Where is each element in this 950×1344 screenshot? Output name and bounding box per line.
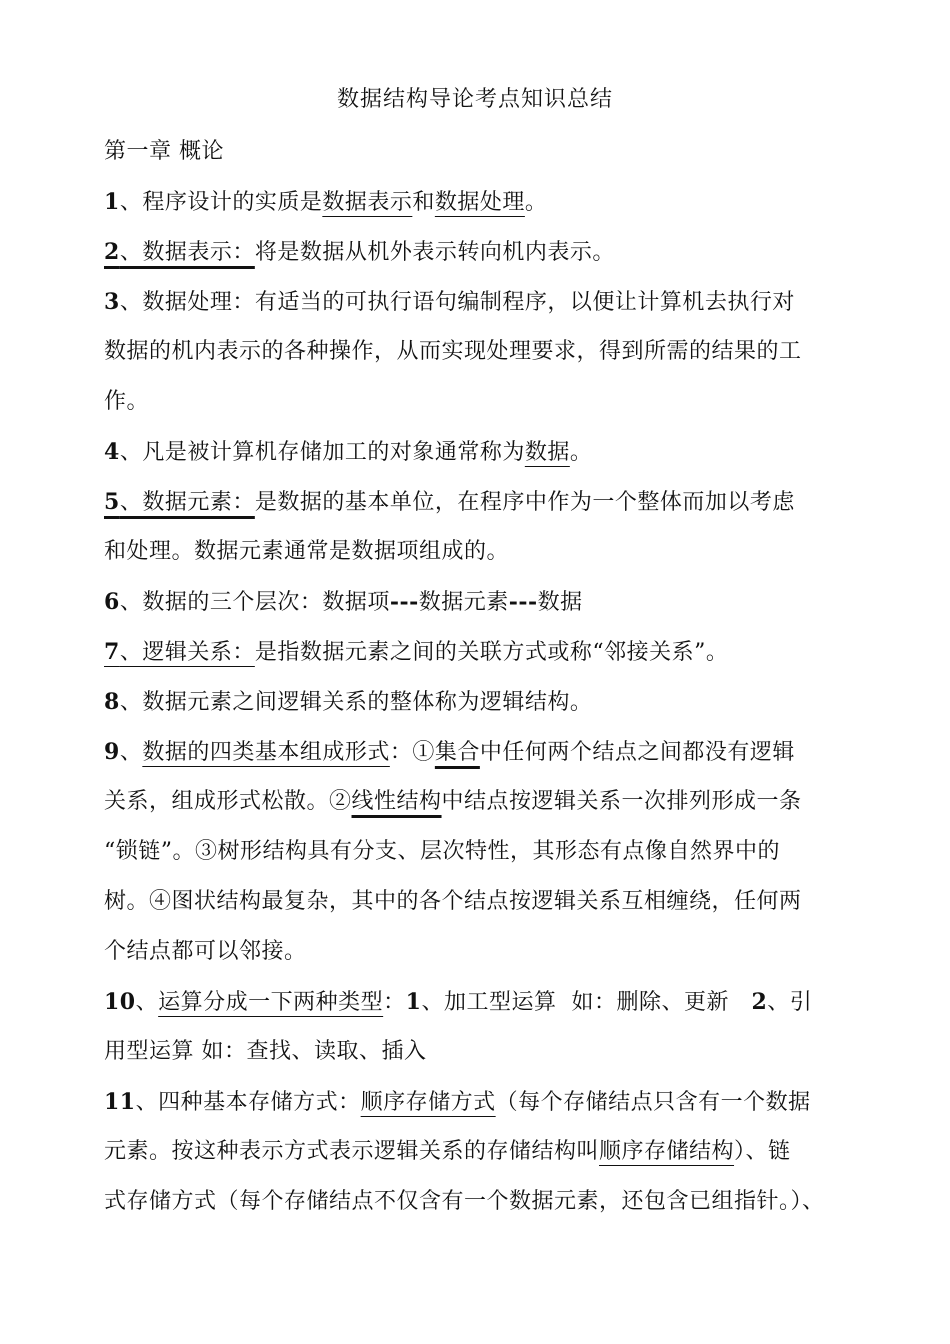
item-10-line-2: 用型运算 如：查找、读取、插入	[104, 1039, 427, 1064]
item-4: 4、凡是被计算机存储加工的对象通常称为数据。	[104, 439, 593, 465]
item-9: 9、数据的四类基本组成形式：①集合中任何两个结点之间都没有逻辑	[104, 739, 795, 765]
item-2: 2、数据表示：将是数据从机外表示转向机内表示。	[104, 239, 615, 265]
item-5-line-2: 和处理。数据元素通常是数据项组成的。	[104, 539, 510, 564]
item-10: 10、运算分成一下两种类型：1、加工型运算 如：删除、更新 2、引	[104, 989, 813, 1015]
item-9-line-5: 个结点都可以邻接。	[104, 939, 307, 964]
item-1: 1、程序设计的实质是数据表示和数据处理。	[104, 189, 548, 215]
item-6: 6、数据的三个层次：数据项---数据元素---数据	[104, 589, 583, 615]
item-11-line-3: 式存储方式（每个存储结点不仅含有一个数据元素，还包含已组指针。）、	[104, 1189, 825, 1214]
item-8: 8、数据元素之间逻辑关系的整体称为逻辑结构。	[104, 689, 593, 715]
item-9-line-2: 关系，组成形式松散。②线性结构中结点按逻辑关系一次排列形成一条	[104, 789, 802, 814]
chapter-heading: 第一章 概论	[104, 139, 224, 164]
item-11: 11、四种基本存储方式：顺序存储方式（每个存储结点只含有一个数据	[104, 1089, 811, 1115]
item-9-line-4: 树。④图状结构最复杂，其中的各个结点按逻辑关系互相缠绕，任何两	[104, 889, 802, 914]
item-3-line-3: 作。	[104, 389, 150, 414]
item-3: 3、数据处理：有适当的可执行语句编制程序，以便让计算机去执行对	[104, 289, 795, 315]
item-9-line-3: “锁链”。③树形结构具有分支、层次特性，其形态有点像自然界中的	[104, 839, 780, 864]
document-title: 数据结构导论考点知识总结	[336, 87, 613, 112]
item-3-line-2: 数据的机内表示的各种操作，从而实现处理要求，得到所需的结果的工	[104, 339, 802, 364]
item-7: 7、逻辑关系：是指数据元素之间的关联方式或称“邻接关系”。	[104, 639, 729, 665]
item-11-line-2: 元素。按这种表示方式表示逻辑关系的存储结构叫顺序存储结构）、链	[104, 1139, 791, 1164]
item-5: 5、数据元素：是数据的基本单位，在程序中作为一个整体而加以考虑	[104, 489, 795, 515]
